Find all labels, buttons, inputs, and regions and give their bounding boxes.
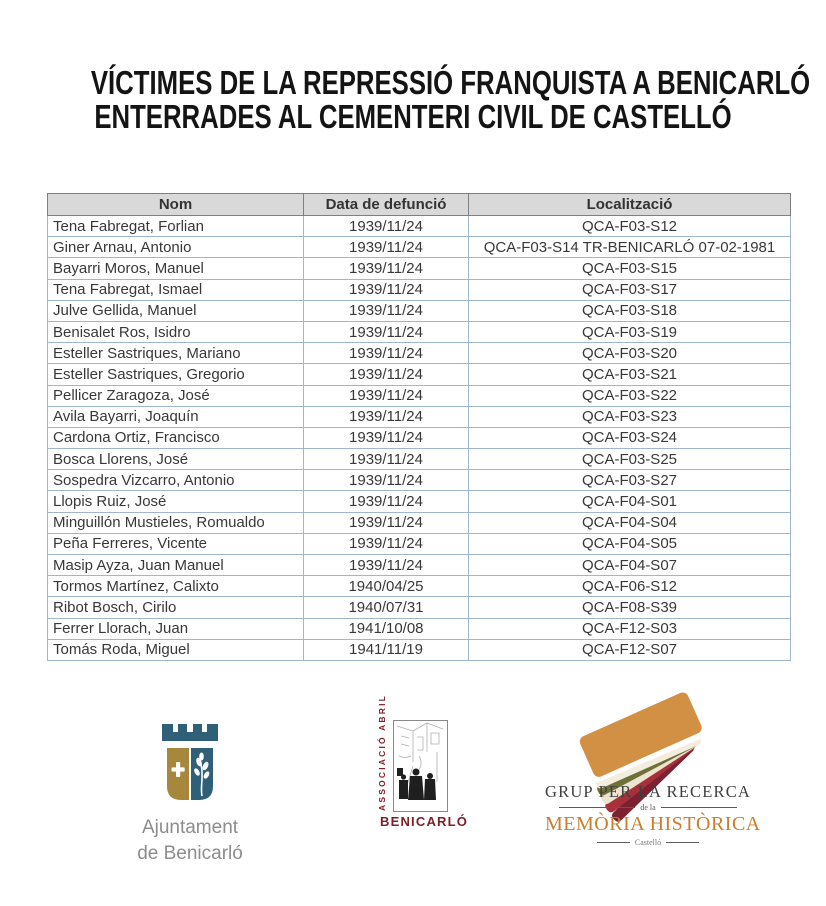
cell-data-defuncio: 1939/11/24 [304, 385, 469, 406]
table-header-row [48, 194, 791, 216]
table-row [48, 470, 791, 491]
cell-nom: Bayarri Moros, Manuel [48, 258, 304, 279]
cell-nom: Cardona Ortiz, Francisco [48, 427, 304, 448]
table-row [48, 449, 791, 470]
cell-nom: Ferrer Llorach, Juan [48, 618, 304, 639]
cell-localitzacio: QCA-F03-S24 [469, 427, 791, 448]
logo-grup-recerca-memoria-historica [545, 706, 761, 847]
cell-data-defuncio: 1939/11/24 [304, 216, 469, 237]
cell-data-defuncio: 1939/11/24 [304, 300, 469, 321]
table-row [48, 279, 791, 300]
cell-nom: Tena Fabregat, Ismael [48, 279, 304, 300]
victims-table [47, 193, 791, 661]
cell-nom: Avila Bayarri, Joaquín [48, 406, 304, 427]
cell-localitzacio: QCA-F04-S07 [469, 555, 791, 576]
cell-data-defuncio: 1940/07/31 [304, 597, 469, 618]
cell-data-defuncio: 1940/04/25 [304, 576, 469, 597]
cell-nom: Benisalet Ros, Isidro [48, 321, 304, 342]
benicarlo-coat-of-arms-icon [159, 720, 221, 804]
col-header-nom: Nom [48, 194, 304, 216]
cell-data-defuncio: 1939/11/24 [304, 512, 469, 533]
table-row [48, 512, 791, 533]
cell-localitzacio: QCA-F03-S21 [469, 364, 791, 385]
cell-data-defuncio: 1939/11/24 [304, 491, 469, 512]
cell-data-defuncio: 1939/11/24 [304, 470, 469, 491]
cell-nom: Esteller Sastriques, Mariano [48, 343, 304, 364]
table-row [48, 639, 791, 660]
cell-nom: Pellicer Zaragoza, José [48, 385, 304, 406]
cell-localitzacio: QCA-F03-S18 [469, 300, 791, 321]
cell-nom: Minguillón Mustieles, Romualdo [48, 512, 304, 533]
table-row [48, 597, 791, 618]
table-row [48, 216, 791, 237]
cell-nom: Peña Ferreres, Vicente [48, 533, 304, 554]
victims-table-wrap [47, 193, 791, 661]
table-row [48, 555, 791, 576]
cell-nom: Bosca Llorens, José [48, 449, 304, 470]
title-line-1: VÍCTIMES DE LA REPRESSIÓ FRANQUISTA A BENICARLÓ [90, 64, 811, 101]
cell-data-defuncio: 1939/11/24 [304, 343, 469, 364]
table-row [48, 300, 791, 321]
grup-castello-row [597, 838, 699, 847]
cell-localitzacio: QCA-F03-S17 [469, 279, 791, 300]
cell-nom: Masip Ayza, Juan Manuel [48, 555, 304, 576]
table-row [48, 321, 791, 342]
cell-localitzacio: QCA-F03-S12 [469, 216, 791, 237]
cell-nom: Tena Fabregat, Forlian [48, 216, 304, 237]
grup-memoria-line: MEMÒRIA HISTÒRICA [545, 813, 761, 835]
rule-right [661, 807, 737, 808]
cell-localitzacio: QCA-F04-S01 [469, 491, 791, 512]
cell-localitzacio: QCA-F12-S03 [469, 618, 791, 639]
table-row [48, 576, 791, 597]
cell-nom: Sospedra Vizcarro, Antonio [48, 470, 304, 491]
cell-data-defuncio: 1939/11/24 [304, 555, 469, 576]
cell-data-defuncio: 1939/11/24 [304, 258, 469, 279]
cell-nom: Ribot Bosch, Cirilo [48, 597, 304, 618]
cell-data-defuncio: 1939/11/24 [304, 449, 469, 470]
table-header [48, 194, 791, 216]
table-row [48, 427, 791, 448]
title-line-2: ENTERRADES AL CEMENTERI CIVIL DE CASTELLÓ [94, 98, 732, 135]
cell-localitzacio: QCA-F03-S27 [469, 470, 791, 491]
ajuntament-label-line2: de Benicarló [137, 843, 243, 864]
cell-localitzacio: QCA-F03-S22 [469, 385, 791, 406]
cell-data-defuncio: 1941/10/08 [304, 618, 469, 639]
cell-nom: Tomás Roda, Miguel [48, 639, 304, 660]
logo-ajuntament-benicarlo [123, 720, 257, 867]
ajuntament-label [123, 815, 257, 867]
grup-dela-label: de la [640, 803, 656, 812]
rule-left [559, 807, 635, 808]
cell-data-defuncio: 1939/11/24 [304, 279, 469, 300]
cell-data-defuncio: 1941/11/19 [304, 639, 469, 660]
table-row [48, 618, 791, 639]
table-row [48, 258, 791, 279]
cell-nom: Giner Arnau, Antonio [48, 237, 304, 258]
abril-vertical-label: ASSOCIACIÓ ABRIL [377, 693, 387, 811]
col-header-localitzacio: Localització [469, 194, 791, 216]
victims-table-body [48, 216, 791, 661]
cell-localitzacio: QCA-F03-S19 [469, 321, 791, 342]
ajuntament-label-line1: Ajuntament [141, 817, 239, 838]
cell-localitzacio: QCA-F08-S39 [469, 597, 791, 618]
table-row [48, 237, 791, 258]
cell-localitzacio: QCA-F03-S14 TR-BENICARLÓ 07-02-1981 [469, 237, 791, 258]
cell-data-defuncio: 1939/11/24 [304, 364, 469, 385]
cell-localitzacio: QCA-F03-S20 [469, 343, 791, 364]
table-row [48, 406, 791, 427]
cell-localitzacio: QCA-F03-S23 [469, 406, 791, 427]
street-scene-sketch-icon [393, 720, 448, 812]
grup-title-line: GRUP PER LA RECERCA [545, 782, 752, 801]
table-row [48, 533, 791, 554]
cell-localitzacio: QCA-F04-S05 [469, 533, 791, 554]
cell-data-defuncio: 1939/11/24 [304, 237, 469, 258]
cell-localitzacio: QCA-F12-S07 [469, 639, 791, 660]
cell-data-defuncio: 1939/11/24 [304, 321, 469, 342]
cell-nom: Esteller Sastriques, Gregorio [48, 364, 304, 385]
table-row [48, 364, 791, 385]
cell-data-defuncio: 1939/11/24 [304, 533, 469, 554]
abril-bottom-label: BENICARLÓ [380, 814, 469, 829]
cell-data-defuncio: 1939/11/24 [304, 406, 469, 427]
table-row [48, 491, 791, 512]
cell-localitzacio: QCA-F04-S04 [469, 512, 791, 533]
page-title [0, 66, 826, 134]
rule-right [666, 842, 699, 843]
table-row [48, 343, 791, 364]
table-row [48, 385, 791, 406]
rule-left [597, 842, 630, 843]
cell-localitzacio: QCA-F03-S15 [469, 258, 791, 279]
cell-nom: Llopis Ruiz, José [48, 491, 304, 512]
grup-dela-row [559, 803, 737, 812]
stacked-books-icon [573, 706, 723, 786]
cell-localitzacio: QCA-F06-S12 [469, 576, 791, 597]
logo-associacio-abril [377, 693, 469, 837]
cell-nom: Julve Gellida, Manuel [48, 300, 304, 321]
cell-data-defuncio: 1939/11/24 [304, 427, 469, 448]
cell-localitzacio: QCA-F03-S25 [469, 449, 791, 470]
col-header-data-defuncio: Data de defunció [304, 194, 469, 216]
cell-nom: Tormos Martínez, Calixto [48, 576, 304, 597]
grup-castello-label: Castelló [634, 838, 662, 847]
